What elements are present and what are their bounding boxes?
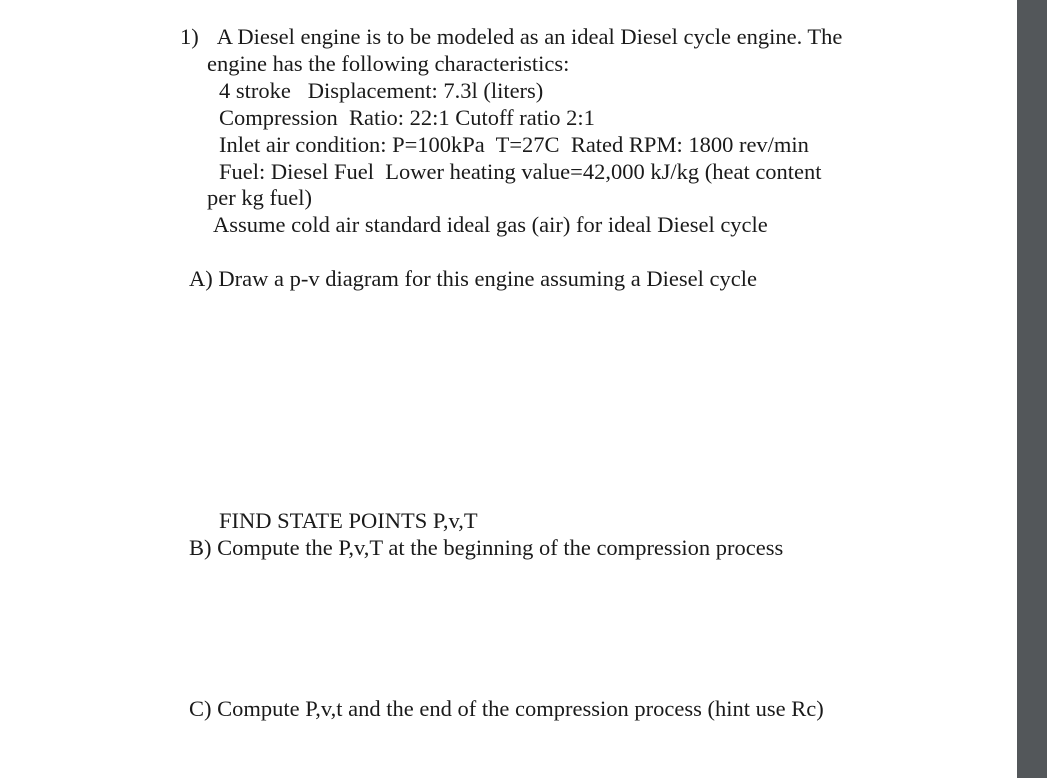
part-c-text: C) Compute P,v,t and the end of the compression process (hint use Rc)	[189, 696, 824, 721]
assumption-text: Assume cold air standard ideal gas (air) for ideal Diesel cycle	[213, 212, 768, 237]
problem-intro-line1: A Diesel engine is to be modeled as an ideal Diesel cycle engine. The	[216, 24, 843, 49]
spec-stroke-displacement: 4 stroke Displacement: 7.3l (liters)	[219, 78, 544, 103]
problem-intro-line2: engine has the following characteristics:	[207, 51, 570, 76]
part-b-text: B) Compute the P,v,T at the beginning of the compression process	[189, 535, 784, 560]
spec-fuel-line1: Fuel: Diesel Fuel Lower heating value=42,000 kJ/kg (heat content	[219, 159, 822, 184]
problem-header-line	[180, 24, 842, 50]
problem-number: 1)	[180, 24, 199, 49]
spec-ratios: Compression Ratio: 22:1 Cutoff ratio 2:1	[219, 105, 595, 130]
part-a-text: A) Draw a p-v diagram for this engine assuming a Diesel cycle	[189, 266, 757, 291]
state-points-heading: FIND STATE POINTS P,v,T	[219, 508, 478, 533]
spec-inlet-condition: Inlet air condition: P=100kPa T=27C Rated RPM: 1800 rev/min	[219, 132, 809, 157]
spec-fuel-line2: per kg fuel)	[207, 185, 312, 210]
vertical-scrollbar[interactable]	[1017, 0, 1047, 778]
